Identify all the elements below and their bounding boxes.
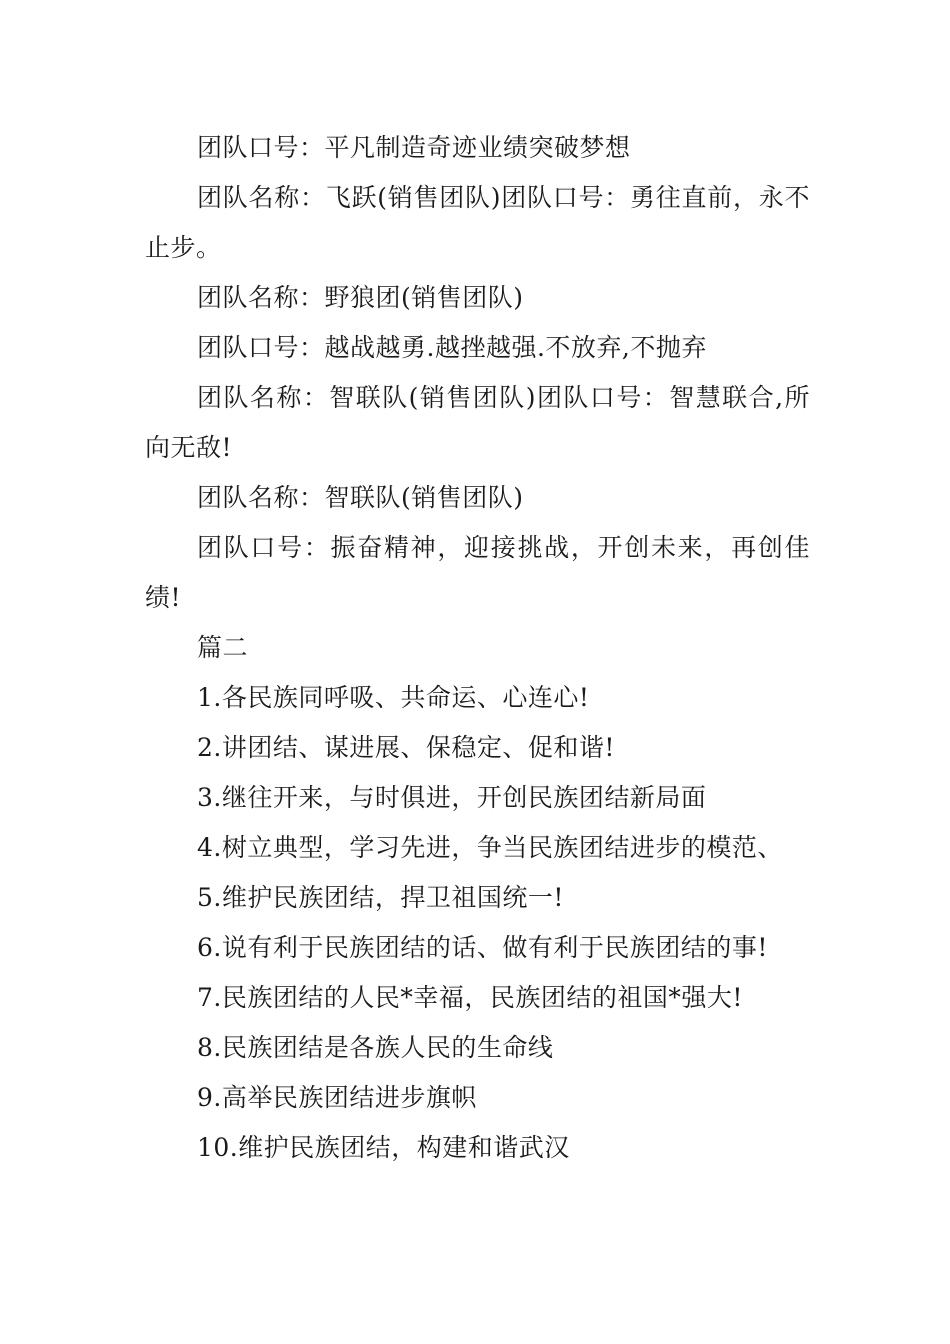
list-item: 10.维护民族团结，构建和谐武汉 — [197, 1133, 570, 1162]
section-heading: 篇二 — [197, 633, 249, 662]
team-name-paragraph: 团队名称：飞跃(销售团队)团队口号：勇往直前，永不止步。 — [145, 183, 810, 262]
list-item: 4.树立典型，学习先进，争当民族团结进步的模范、 — [197, 833, 783, 862]
slogan-paragraph: 团队口号：平凡制造奇迹业绩突破梦想 — [197, 133, 631, 162]
list-item: 2.讲团结、谋进展、保稳定、促和谐! — [197, 733, 615, 762]
team-name-paragraph: 团队名称：智联队(销售团队) — [197, 483, 524, 512]
list-item: 8.民族团结是各族人民的生命线 — [197, 1033, 554, 1062]
slogan-paragraph: 团队口号：越战越勇.越挫越强.不放弃,不抛弃 — [197, 333, 707, 362]
team-name-paragraph: 团队名称：智联队(销售团队)团队口号：智慧联合,所向无敌! — [145, 383, 810, 462]
slogan-paragraph: 团队口号：振奋精神，迎接挑战，开创未来，再创佳绩! — [145, 533, 810, 612]
list-item: 5.维护民族团结，捍卫祖国统一! — [197, 883, 564, 912]
list-item: 7.民族团结的人民*幸福，民族团结的祖国*强大! — [197, 983, 743, 1012]
team-name-paragraph: 团队名称：野狼团(销售团队) — [197, 283, 524, 312]
list-item: 6.说有利于民族团结的话、做有利于民族团结的事! — [197, 933, 768, 962]
list-item: 9.高举民族团结进步旗帜 — [197, 1083, 477, 1112]
list-item: 3.继往开来，与时俱进，开创民族团结新局面 — [197, 783, 707, 812]
document-body — [145, 123, 810, 1173]
list-item: 1.各民族同呼吸、共命运、心连心! — [197, 683, 590, 712]
